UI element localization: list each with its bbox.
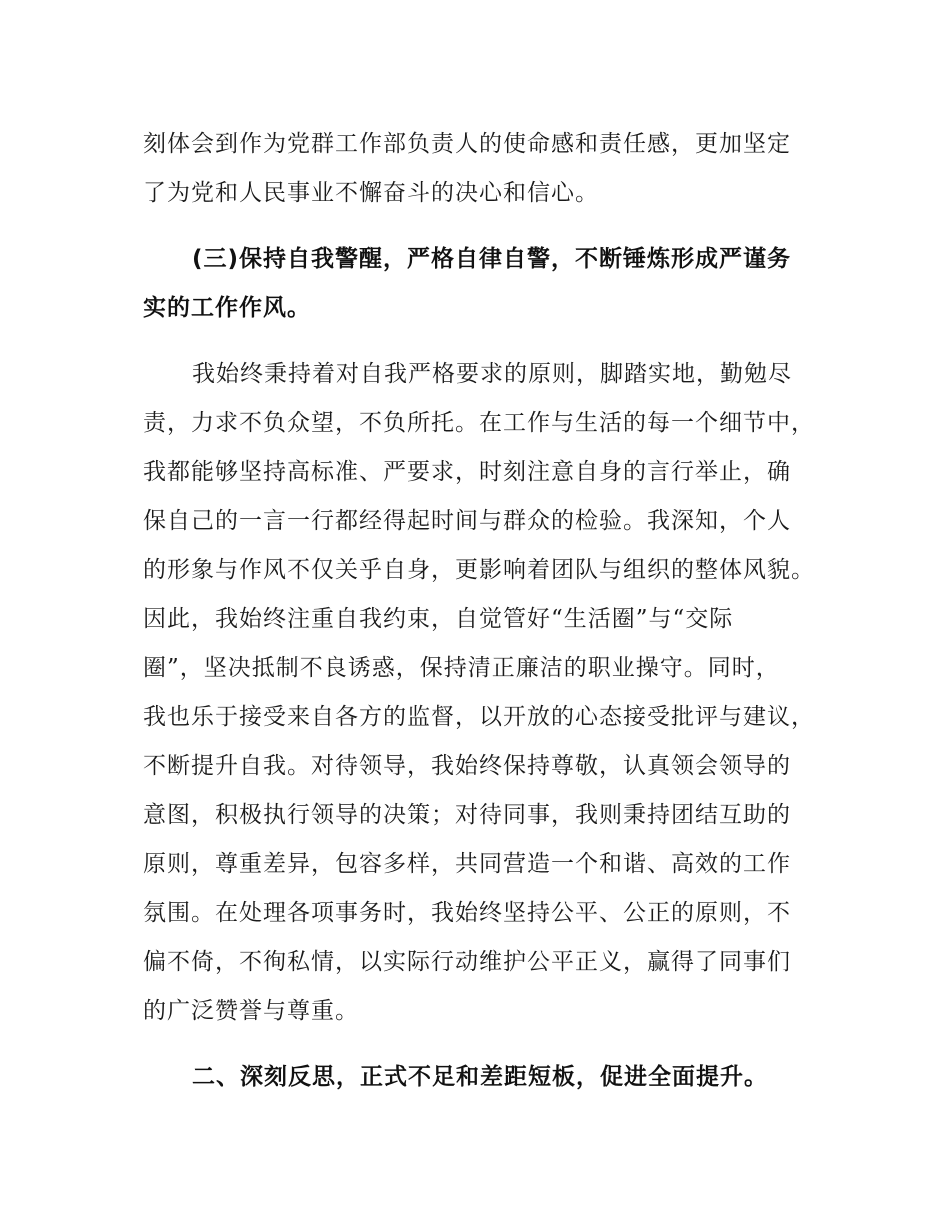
section-heading-line: 实的工作作风。 xyxy=(143,295,311,321)
paragraph-line: 我始终秉持着对自我严格要求的原则，脚踏实地，勤勉尽 xyxy=(192,361,792,387)
paragraph-line: 氛围。在处理各项事务时，我始终坚持公平、公正的原则，不 xyxy=(143,900,791,926)
paragraph-line: 我都能够坚持高标准、严要求，时刻注意自身的言行举止，确 xyxy=(143,459,791,485)
paragraph-line: 了为党和人民事业不懈奋斗的决心和信心。 xyxy=(143,180,599,206)
section-heading-line: 二、深刻反思，正式不足和差距短板，促进全面提升。 xyxy=(192,1064,768,1090)
section-heading-line: (三)保持自我警醒，严格自律自警，不断锤炼形成严谨务 xyxy=(192,246,792,272)
paragraph-line: 的形象与作风不仅关乎自身，更影响着团队与组织的整体风貌。 xyxy=(143,557,815,583)
paragraph-line: 因此，我始终注重自我约束，自觉管好“生活圈”与“交际 xyxy=(143,606,734,632)
paragraph-line: 原则，尊重差异，包容多样，共同营造一个和谐、高效的工作 xyxy=(143,851,791,877)
paragraph-line: 刻体会到作为党群工作部负责人的使命感和责任感，更加坚定 xyxy=(143,131,791,157)
paragraph-line: 不断提升自我。对待领导，我始终保持尊敬，认真领会领导的 xyxy=(143,753,791,779)
paragraph-line: 圈”，坚决抵制不良诱惑，保持清正廉洁的职业操守。同时， xyxy=(143,655,780,681)
paragraph-line: 保自己的一言一行都经得起时间与群众的检验。我深知，个人 xyxy=(143,508,791,534)
paragraph-line: 责，力求不负众望，不负所托。在工作与生活的每一个细节中， xyxy=(143,410,815,436)
paragraph-line: 偏不倚，不徇私情，以实际行动维护公平正义，赢得了同事们 xyxy=(143,949,791,975)
paragraph-line: 意图，积极执行领导的决策；对待同事，我则秉持团结互助的 xyxy=(143,802,791,828)
paragraph-line: 我也乐于接受来自各方的监督，以开放的心态接受批评与建议， xyxy=(143,704,815,730)
paragraph-line: 的广泛赞誉与尊重。 xyxy=(143,998,359,1024)
